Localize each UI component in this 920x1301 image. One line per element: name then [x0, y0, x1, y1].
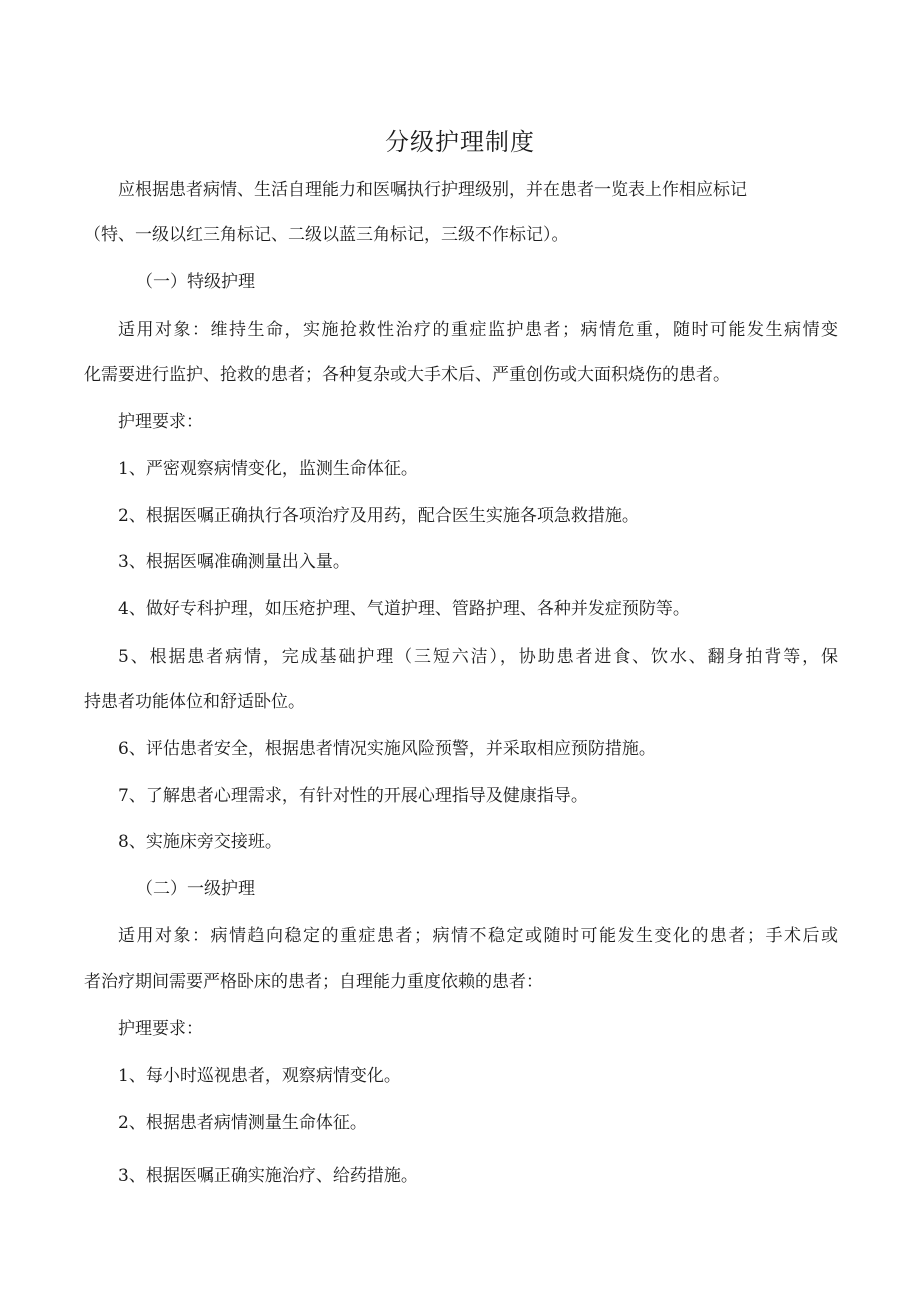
intro-line-2: （特、一级以红三角标记、二级以蓝三角标记，三级不作标记）。 — [84, 225, 569, 245]
section1-heading: （一）特级护理 — [136, 272, 255, 292]
section2-item-2: 2、根据患者病情测量生命体征。 — [118, 1113, 367, 1133]
section1-item-3: 3、根据医嘱准确测量出入量。 — [118, 552, 350, 572]
section1-item-8: 8、实施床旁交接班。 — [118, 832, 282, 852]
section2-heading: （二）一级护理 — [136, 879, 255, 899]
section1-requirements-label: 护理要求： — [118, 412, 203, 432]
section1-scope-line-2: 化需要进行监护、抢救的患者；各种复杂或大手术后、严重创伤或大面积烧伤的患者。 — [84, 365, 730, 385]
section1-scope-line-1: 适用对象：维持生命，实施抢救性治疗的重症监护患者；病情危重，随时可能发生病情变 — [118, 320, 838, 340]
section1-item-5-line-1: 5、根据患者病情，完成基础护理（三短六洁），协助患者进食、饮水、翻身拍背等，保 — [118, 647, 838, 667]
section1-item-6: 6、评估患者安全，根据患者情况实施风险预警，并采取相应预防措施。 — [118, 739, 656, 759]
section2-scope-line-1: 适用对象：病情趋向稳定的重症患者；病情不稳定或随时可能发生变化的患者；手术后或 — [118, 926, 838, 946]
section1-item-1: 1、严密观察病情变化，监测生命体征。 — [118, 459, 418, 479]
section1-item-4: 4、做好专科护理，如压疮护理、气道护理、管路护理、各种并发症预防等。 — [118, 599, 690, 619]
section2-item-3: 3、根据医嘱正确实施治疗、给药措施。 — [118, 1166, 418, 1186]
section1-item-5-line-2: 持患者功能体位和舒适卧位。 — [84, 692, 305, 712]
section2-scope-line-2: 者治疗期间需要严格卧床的患者；自理能力重度依赖的患者： — [84, 972, 543, 992]
intro-line-1: 应根据患者病情、生活自理能力和医嘱执行护理级别，并在患者一览表上作相应标记 — [118, 180, 747, 200]
section1-item-2: 2、根据医嘱正确执行各项治疗及用药，配合医生实施各项急救措施。 — [118, 506, 639, 526]
section2-requirements-label: 护理要求： — [118, 1019, 203, 1039]
document-title: 分级护理制度 — [385, 128, 535, 156]
section1-item-7: 7、了解患者心理需求，有针对性的开展心理指导及健康指导。 — [118, 786, 588, 806]
section2-item-1: 1、每小时巡视患者，观察病情变化。 — [118, 1066, 401, 1086]
